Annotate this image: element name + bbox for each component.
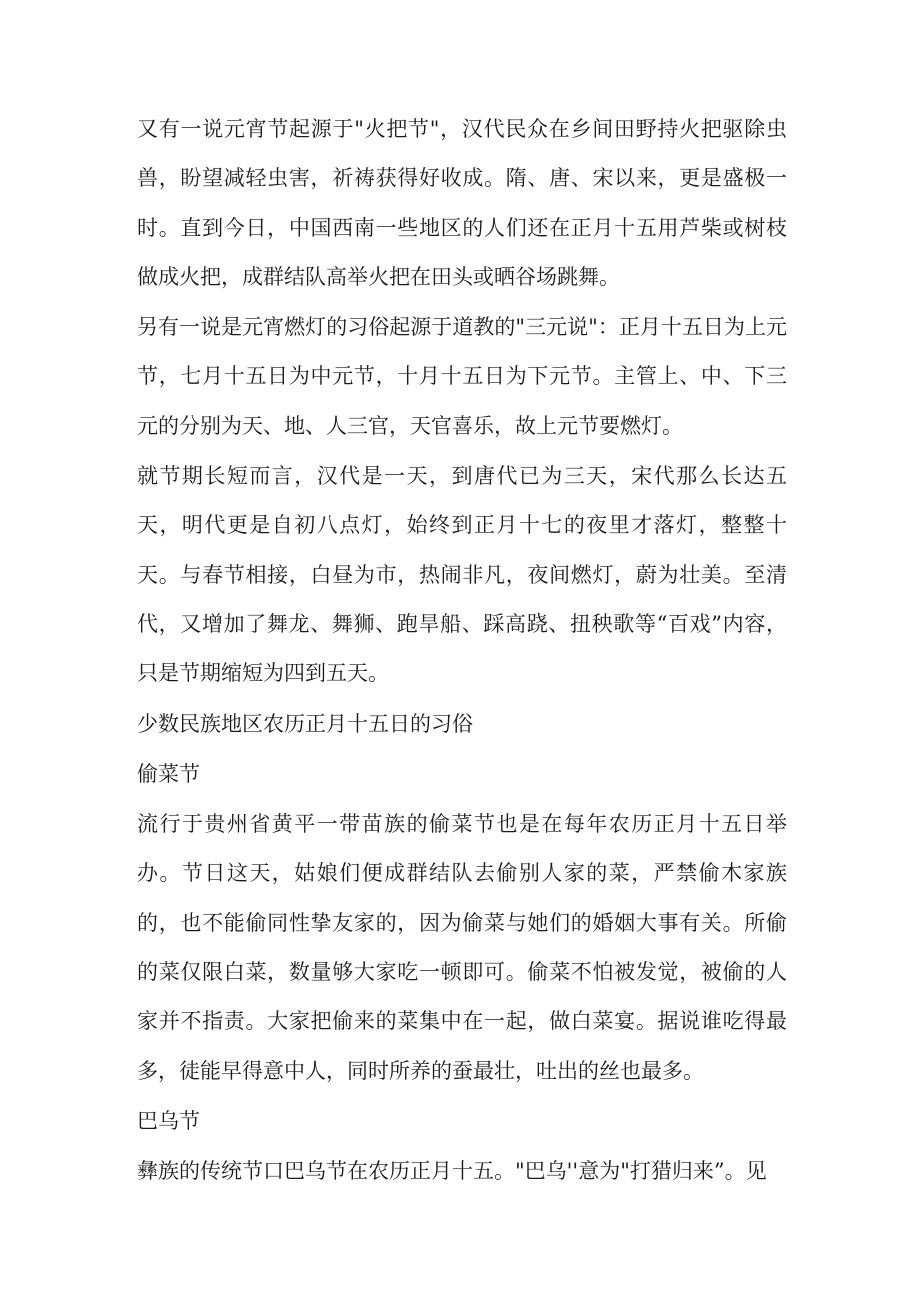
heading-vegetable-stealing-festival: 偷菜节: [137, 761, 200, 786]
paragraph-vegetable-stealing: 流行于贵州省黄平一带苗族的偷菜节也是在每年农历正月十五日举办。节日这天，姑娘们便成群结队去偷别人家的菜，严禁偷木家族的，也不能偷同性挚友家的，因为偷菜与她们的婚姻大事有关。所偷的菜仅限白菜，数量够大家吃一顿即可。偷菜不怕被发觉，被偷的人家并不指责。大家把偷来的菜集中在一起，做白菜宴。据说谁吃得最多，徒能早得意中人，同时所养的蚕最壮，吐出的丝也最多。: [137, 812, 787, 1083]
paragraph-torch-festival: 又有一说元宵节起源于"火把节"，汉代民众在乡间田野持火把驱除虫兽，盼望减轻虫害，祈祷获得好收成。隋、唐、宋以来，更是盛极一时。直到今日，中国西南一些地区的人们还在正月十五用芦柴或树枝做成火把，成群结队高举火把在田头或晒谷场跳舞。: [137, 117, 787, 289]
paragraph-bawu: 彝族的传统节口巴乌节在农历正月十五。"巴乌''意为"打猎归来”。见: [137, 1159, 767, 1184]
heading-bawu-festival: 巴乌节: [137, 1108, 200, 1133]
paragraph-festival-duration: 就节期长短而言，汉代是一天，到唐代已为三天，宋代那么长达五天，明代更是自初八点灯，始终到正月十七的夜里才落灯，整整十天。与春节相接，白昼为市，热闹非凡，夜间燃灯，蔚为壮美。至清代，又增加了舞龙、舞狮、跑旱船、踩高跷、扭秧歌等“百戏”内容，只是节期缩短为四到五天。: [137, 464, 787, 686]
document-body: [137, 105, 787, 1198]
heading-minority-customs: 少数民族地区农历正月十五日的习俗: [137, 711, 473, 736]
paragraph-three-yuan-theory: 另有一说是元宵燃灯的习俗起源于道教的"三元说"：正月十五日为上元节，七月十五日为中元节，十月十五日为下元节。主管上、中、下三元的分别为天、地、人三官，天官喜乐，故上元节要燃灯。: [137, 315, 787, 438]
